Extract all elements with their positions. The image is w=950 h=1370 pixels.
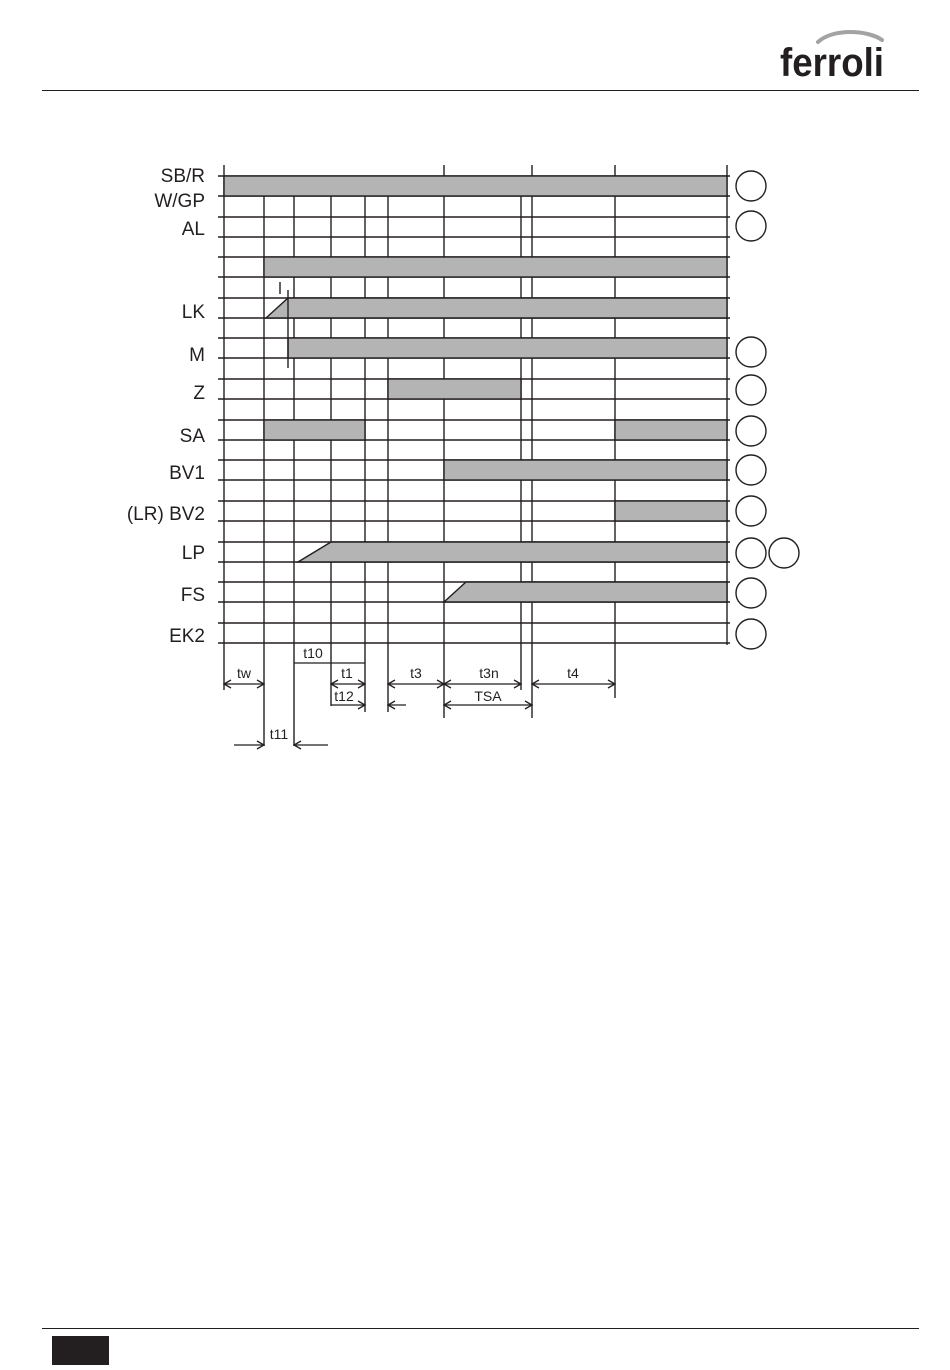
signal-ramp-bar (444, 582, 727, 602)
reference-circle (769, 538, 799, 568)
signal-ramp-bar (298, 542, 727, 562)
reference-circle (736, 416, 766, 446)
signal-label-m: M (189, 345, 205, 366)
signal-ramp-bar (266, 298, 727, 318)
signal-label-al: AL (181, 219, 205, 240)
signal-label-ek2: EK2 (169, 626, 205, 647)
signal-bars (224, 176, 727, 602)
time-label-t12: t12 (334, 688, 354, 704)
signal-label-lp: LP (181, 543, 205, 564)
signal-label-wgp: W/GP (154, 191, 205, 212)
time-label-t3: t3 (410, 665, 422, 681)
signal-bar (444, 460, 727, 480)
time-label-tsa: TSA (474, 688, 502, 704)
reference-circle (736, 337, 766, 367)
timing-grid (218, 165, 730, 746)
signal-bar (224, 176, 727, 196)
signal-bar (264, 257, 727, 277)
footer-rule (42, 1328, 919, 1329)
page-number-tab (52, 1336, 109, 1365)
signal-label-sa: SA (179, 426, 205, 447)
signal-label-bv2: (LR) BV2 (126, 504, 205, 525)
signal-bar (264, 420, 365, 440)
signal-label-fs: FS (180, 585, 205, 606)
signal-labels (127, 166, 206, 647)
reference-circle (736, 619, 766, 649)
time-label-t1: t1 (341, 665, 353, 681)
logo-wordmark: ferroli (780, 41, 884, 85)
signal-bar (615, 501, 727, 521)
reference-circles (736, 171, 799, 649)
time-label-t4: t4 (567, 665, 579, 681)
signal-bar (288, 338, 727, 358)
time-label-t11: t11 (269, 726, 289, 742)
reference-circle (736, 455, 766, 485)
reference-circle (736, 375, 766, 405)
reference-circle (736, 496, 766, 526)
signal-bar (615, 420, 727, 440)
time-label-t3n: t3n (479, 665, 499, 681)
signal-bar (388, 379, 521, 399)
reference-circle (736, 211, 766, 241)
signal-label-z: Z (193, 383, 205, 404)
reference-circle (736, 538, 766, 568)
reference-circle (736, 578, 766, 608)
time-label-t10: t10 (303, 645, 323, 661)
time-labels (237, 645, 579, 742)
time-label-tw: tw (237, 665, 251, 681)
signal-label-lk: LK (181, 302, 205, 323)
signal-label-bv1: BV1 (169, 463, 205, 484)
signal-label-sbr: SB/R (160, 166, 205, 187)
reference-circle (736, 171, 766, 201)
